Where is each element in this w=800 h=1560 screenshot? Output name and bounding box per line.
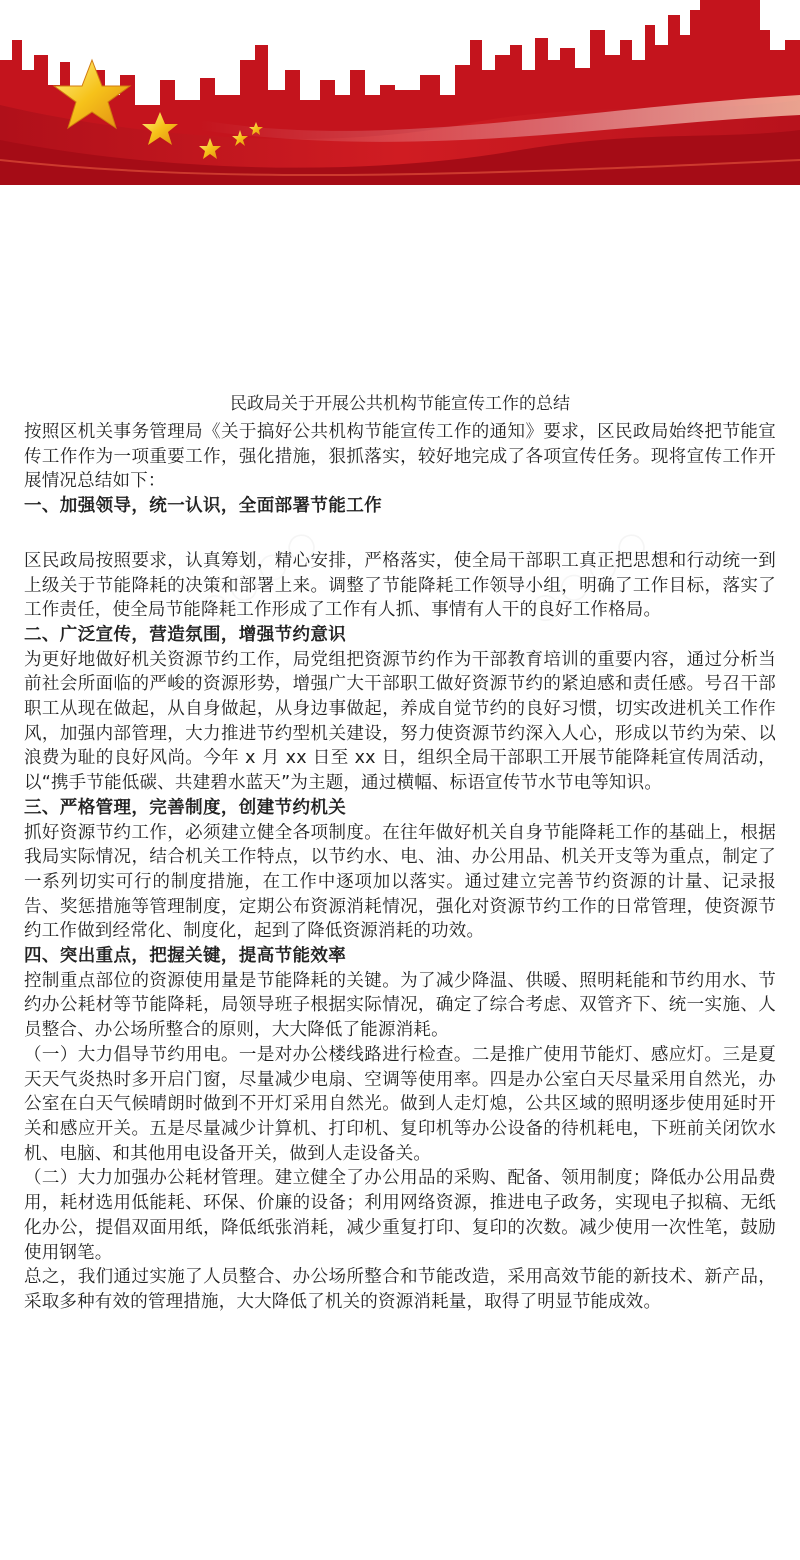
section-heading: 一、加强领导，统一认识，全面部署节能工作 [24, 496, 382, 517]
section-heading: 二、广泛宣传，营造氛围，增强节约意识 [24, 624, 347, 645]
section-paragraph: 抓好资源节约工作，必须建立健全各项制度。在往年做好机关自身节能降耗工作的基础上，根据我局实际情况，结合机关工作特点，以节约水、电、油、办公用品、机关开支等为重点，制定了一系列切实可行的制度措施，在工作中逐项加以落实。通过建立完善节约资源的计量、记录报告、奖惩措施等管理制度，定期公布资源消耗情况，强化对资源节约工作的日常管理，使资源节约工作做到经常化、制度化，起到了降低资源消耗的功效。 [24, 822, 776, 942]
section-heading: 三、严格管理，完善制度，创建节约机关 [24, 797, 347, 818]
section-paragraph: （二）大力加强办公耗材管理。建立健全了办公用品的采购、配备、领用制度；降低办公用品费用，耗材选用低能耗、环保、价廉的设备；利用网络资源，推进电子政务，实现电子拟稿、无纸化办公，提倡双面用纸，降低纸张消耗，减少重复打印、复印的次数。减少使用一次性笔，鼓励使用钢笔。 [24, 1168, 776, 1263]
closing-paragraph: 总之，我们通过实施了人员整合、办公场所整合和节能改造，采用高效节能的新技术、新产品，采取多种有效的管理措施，大大降低了机关的资源消耗量，取得了明显节能成效。 [24, 1267, 776, 1312]
document-title: 民政局关于开展公共机构节能宣传工作的总结 [230, 394, 570, 414]
section-paragraph: 控制重点部位的资源使用量是节能降耗的关键。为了减少降温、供暖、照明耗能和节约用水、节约办公耗材等节能降耗，局领导班子根据实际情况，确定了综合考虑、双管齐下、统一实施、人员整合、办公场所整合的原则，大大降低了能源消耗。 [24, 970, 776, 1041]
watermark: ◯◯◯◯ [524, 522, 657, 628]
section-paragraph: 区民政局按照要求，认真筹划，精心安排，严格落实，使全局干部职工真正把思想和行动统一到上级关于节能降耗的决策和部署上来。调整了节能降耗工作领导小组，明确了工作目标，落实了工作责任，使全局节能降耗工作形成了工作有人抓、事情有人干的良好工作格局。 [24, 550, 776, 621]
spacer [24, 519, 776, 549]
intro-paragraph: 按照区机关事务管理局《关于搞好公共机构节能宣传工作的通知》要求，区民政局始终把节能宣传工作作为一项重要工作，强化措施，狠抓落实，较好地完成了各项宣传任务。现将宣传工作开展情况总结如下： [24, 422, 776, 492]
section-paragraph: （一）大力倡导节约用电。一是对办公楼线路进行检查。二是推广使用节能灯、感应灯。三是夏天天气炎热时多开启门窗，尽量减少电扇、空调等使用率。四是办公室白天尽量采用自然光，办公室在白天气候晴朗时做到不开灯采用自然光。做到人走灯熄，公共区域的照明逐步使用延时开关和感应开关。五是尽量减少计算机、打印机、复印机等办公设备的待机耗电，下班前关闭饮水机、电脑、和其他用电设备开关，做到人走设备关。 [24, 1044, 776, 1164]
section-paragraph: 为更好地做好机关资源节约工作，局党组把资源节约作为干部教育培训的重要内容，通过分析当前社会所面临的严峻的资源形势，增强广大干部职工做好资源节约的紧迫感和责任感。号召干部职工从现在做起，从自身做起，从身边事做起，养成自觉节约的良好习惯，切实改进机关工作作风，加强内部管理，大力推进节约型机关建设，努力使资源节约深入人心，形成以节约为荣、以浪费为耻的良好风尚。今年 x 月 xx 日至 xx 日，组织全局干部职工开展节能降耗宣传周活动，以“携手节能低碳、共建碧水蓝天”为主题，通过横幅、标语宣传节水节电等知识。 [24, 649, 776, 794]
section-heading: 四、突出重点，把握关键，提高节能效率 [24, 946, 347, 967]
header-banner [0, 0, 800, 185]
document-body [24, 392, 776, 1315]
watermark: ◯◯◯◯ [194, 522, 327, 628]
